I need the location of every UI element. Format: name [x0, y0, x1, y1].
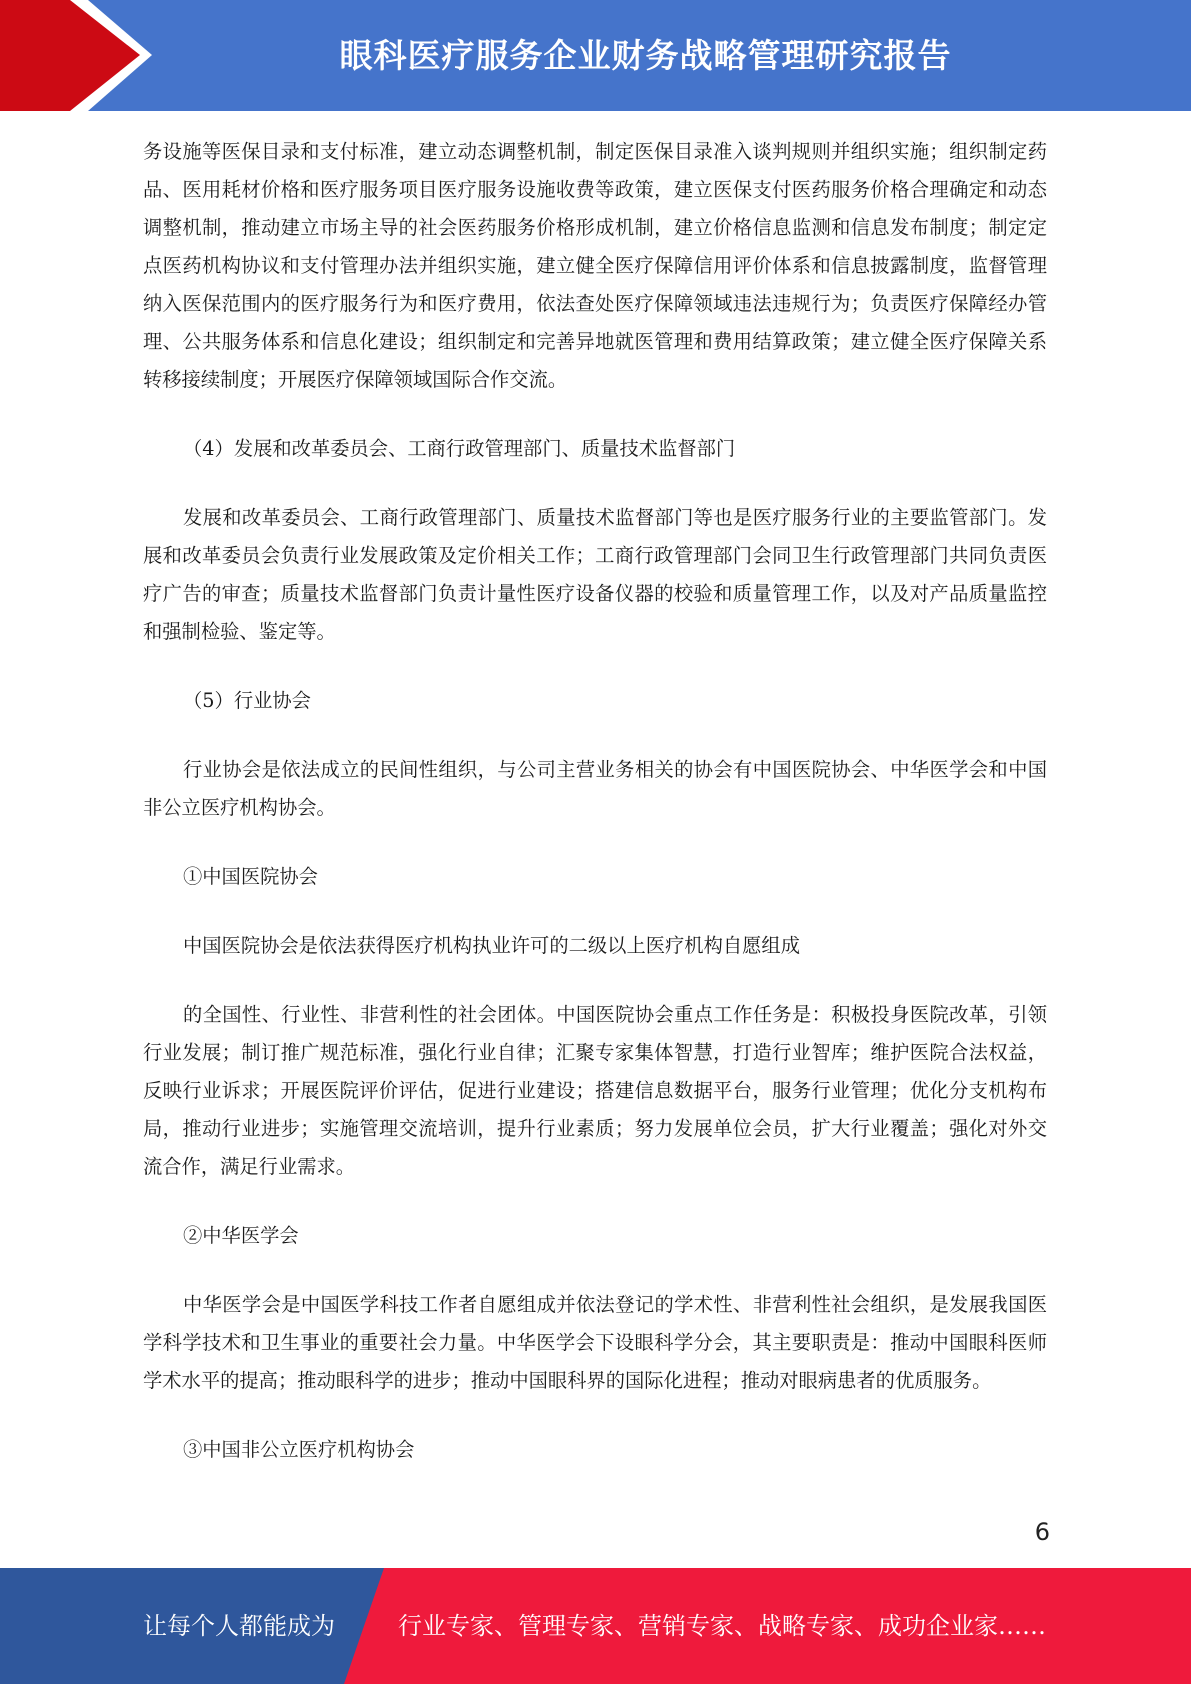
page-footer	[0, 1568, 1191, 1684]
document-body	[143, 133, 1047, 1469]
subheading-nonpublic-association: ③中国非公立医疗机构协会	[183, 1438, 415, 1461]
subheading-medical-association: ②中华医学会	[183, 1224, 299, 1247]
report-title: 眼科医疗服务企业财务战略管理研究报告	[339, 36, 952, 75]
page-header	[0, 0, 1191, 111]
page-number: 6	[1034, 1518, 1050, 1546]
footer-slogan-left: 让每个人都能成为	[143, 1612, 335, 1640]
paragraph-regulators: 发展和改革委员会、工商行政管理部门、质量技术监督部门等也是医疗服务行业的主要监管部门。发展和改革委员会负责行业发展政策及定价相关工作；工商行政管理部门会同卫生行政管理部门共同负责医疗广告的审查；质量技术监督部门负责计量性医疗设备仪器的校验和质量管理工作，以及对产品质量监控和强制检验、鉴定等。	[143, 506, 1047, 643]
section-heading-ndrc: （4）发展和改革委员会、工商行政管理部门、质量技术监督部门	[183, 437, 736, 460]
section-heading-associations: （5）行业协会	[183, 689, 311, 712]
paragraph-associations: 行业协会是依法成立的民间性组织，与公司主营业务相关的协会有中国医院协会、中华医学会和中国非公立医疗机构协会。	[143, 758, 1047, 819]
header-arrow-icon	[0, 0, 140, 111]
paragraph-hospital-association-tasks: 的全国性、行业性、非营利性的社会团体。中国医院协会重点工作任务是：积极投身医院改革，引领行业发展；制订推广规范标准，强化行业自律；汇聚专家集体智慧，打造行业智库；维护医院合法权益，反映行业诉求；开展医院评价评估，促进行业建设；搭建信息数据平台，服务行业管理；优化分支机构布局，推动行业进步；实施管理交流培训，提升行业素质；努力发展单位会员，扩大行业覆盖；强化对外交流合作，满足行业需求。	[143, 1003, 1047, 1178]
footer-slogan-right: 行业专家、管理专家、营销专家、战略专家、成功企业家……	[398, 1612, 1046, 1640]
paragraph-medical-association: 中华医学会是中国医学科技工作者自愿组成并依法登记的学术性、非营利性社会组织，是发展我国医学科学技术和卫生事业的重要社会力量。中华医学会下设眼科学分会，其主要职责是：推动中国眼科医师学术水平的提高；推动眼科学的进步；推动中国眼科界的国际化进程；推动对眼病患者的优质服务。	[143, 1293, 1047, 1392]
paragraph-medical-insurance: 务设施等医保目录和支付标准，建立动态调整机制，制定医保目录准入谈判规则并组织实施；组织制定药品、医用耗材价格和医疗服务项目医疗服务设施收费等政策，建立医保支付医药服务价格合理确定和动态调整机制，推动建立市场主导的社会医药服务价格形成机制，建立价格信息监测和信息发布制度；制定定点医药机构协议和支付管理办法并组织实施，建立健全医疗保障信用评价体系和信息披露制度，监督管理纳入医保范围内的医疗服务行为和医疗费用，依法查处医疗保障领域违法违规行为；负责医疗保障经办管理、公共服务体系和信息化建设；组织制定和完善异地就医管理和费用结算政策；建立健全医疗保障关系转移接续制度；开展医疗保障领域国际合作交流。	[143, 140, 1047, 391]
paragraph-hospital-association-intro: 中国医院协会是依法获得医疗机构执业许可的二级以上医疗机构自愿组成	[183, 934, 800, 957]
subheading-hospital-association: ①中国医院协会	[183, 865, 318, 888]
